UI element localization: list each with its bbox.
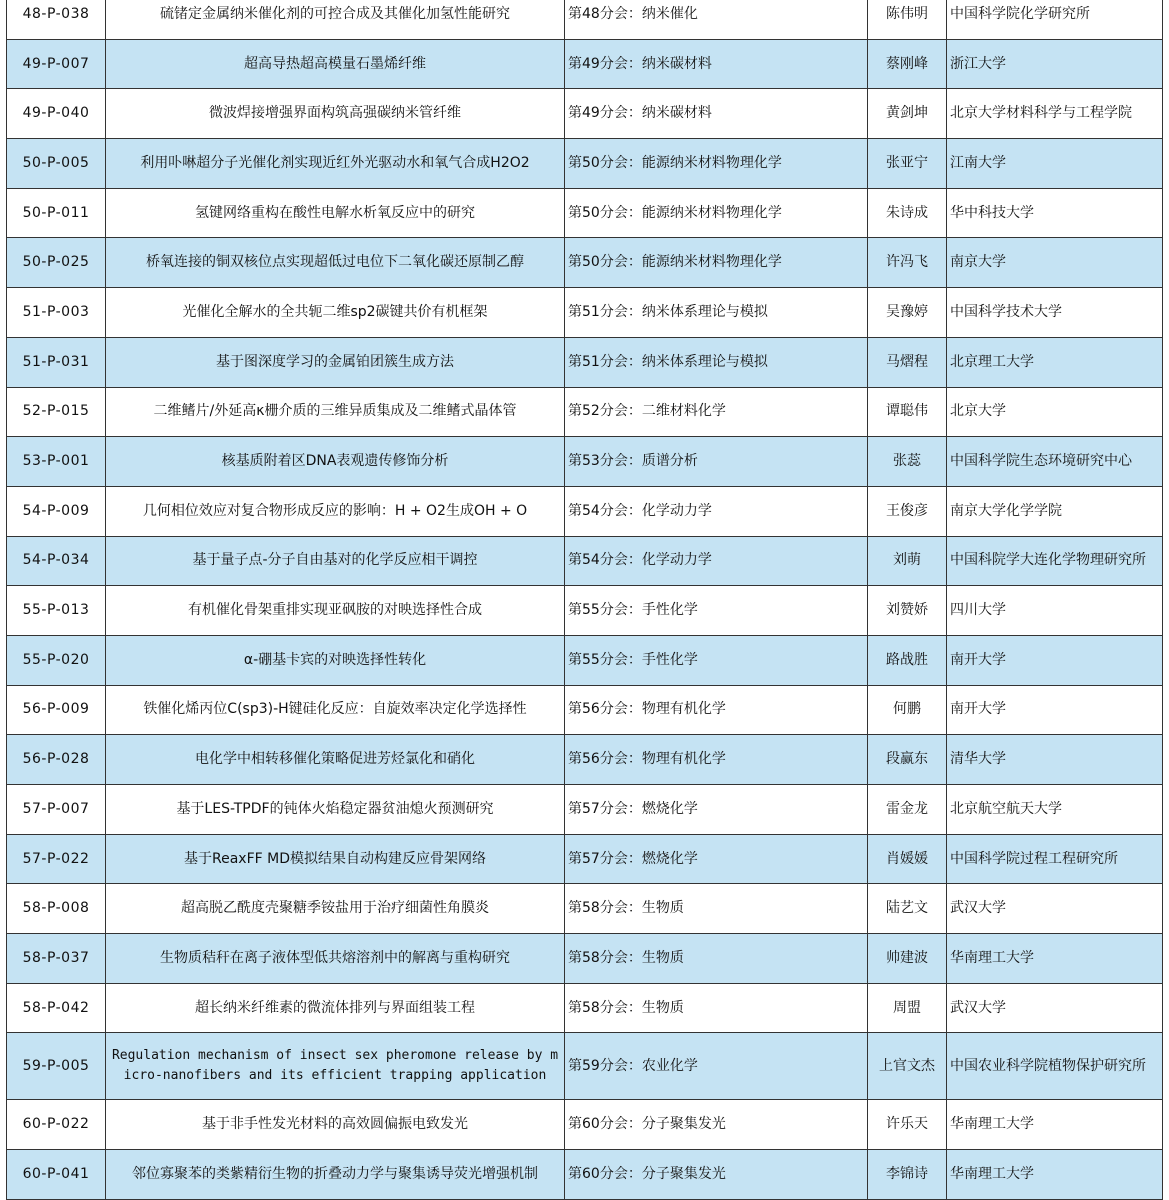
session-cell: 第56分会：物理有机化学 bbox=[565, 735, 868, 785]
table-row bbox=[7, 1100, 1163, 1150]
presenter-name-cell: 李锦诗 bbox=[868, 1150, 947, 1200]
institution-cell: 浙江大学 bbox=[947, 39, 1163, 89]
presenter-name-cell: 谭聪伟 bbox=[868, 387, 947, 437]
table-row bbox=[7, 983, 1163, 1033]
poster-id-cell: 58-P-042 bbox=[7, 983, 106, 1033]
institution-cell: 江南大学 bbox=[947, 139, 1163, 189]
poster-id-cell: 50-P-025 bbox=[7, 238, 106, 288]
table-row bbox=[7, 238, 1163, 288]
table-row bbox=[7, 89, 1163, 139]
institution-cell: 中国科院学大连化学物理研究所 bbox=[947, 536, 1163, 586]
institution-cell: 华南理工大学 bbox=[947, 1100, 1163, 1150]
poster-id-cell: 49-P-007 bbox=[7, 39, 106, 89]
session-cell: 第58分会：生物质 bbox=[565, 884, 868, 934]
table-row bbox=[7, 139, 1163, 189]
institution-cell: 清华大学 bbox=[947, 735, 1163, 785]
institution-cell: 武汉大学 bbox=[947, 884, 1163, 934]
poster-title-cell: 超高脱乙酰度壳聚糖季铵盐用于治疗细菌性角膜炎 bbox=[106, 884, 565, 934]
session-cell: 第59分会：农业化学 bbox=[565, 1033, 868, 1100]
session-cell: 第49分会：纳米碳材料 bbox=[565, 89, 868, 139]
table-row bbox=[7, 834, 1163, 884]
table-row bbox=[7, 934, 1163, 984]
presenter-name-cell: 周盟 bbox=[868, 983, 947, 1033]
table-row bbox=[7, 1150, 1163, 1200]
poster-title-cell: 超高导热超高模量石墨烯纤维 bbox=[106, 39, 565, 89]
poster-title-cell: 基于ReaxFF MD模拟结果自动构建反应骨架网络 bbox=[106, 834, 565, 884]
institution-cell: 南开大学 bbox=[947, 635, 1163, 685]
table-row bbox=[7, 39, 1163, 89]
session-cell: 第51分会：纳米体系理论与模拟 bbox=[565, 288, 868, 338]
poster-title-cell: 桥氧连接的铜双核位点实现超低过电位下二氧化碳还原制乙醇 bbox=[106, 238, 565, 288]
poster-id-cell: 56-P-009 bbox=[7, 685, 106, 735]
presenter-name-cell: 刘萌 bbox=[868, 536, 947, 586]
poster-id-cell: 50-P-011 bbox=[7, 188, 106, 238]
session-cell: 第50分会：能源纳米材料物理化学 bbox=[565, 188, 868, 238]
institution-cell: 四川大学 bbox=[947, 586, 1163, 636]
table-row bbox=[7, 635, 1163, 685]
poster-id-cell: 53-P-001 bbox=[7, 437, 106, 487]
poster-title-cell: 光催化全解水的全共轭二维sp2碳键共价有机框架 bbox=[106, 288, 565, 338]
poster-id-cell: 50-P-005 bbox=[7, 139, 106, 189]
poster-title-cell: 核基质附着区DNA表观遗传修饰分析 bbox=[106, 437, 565, 487]
poster-title-cell: 几何相位效应对复合物形成反应的影响：H + O2生成OH + O bbox=[106, 486, 565, 536]
table-row bbox=[7, 0, 1163, 39]
institution-cell: 北京大学 bbox=[947, 387, 1163, 437]
institution-cell: 中国科学院生态环境研究中心 bbox=[947, 437, 1163, 487]
institution-cell: 中国科学院化学研究所 bbox=[947, 0, 1163, 39]
institution-cell: 中国科学院过程工程研究所 bbox=[947, 834, 1163, 884]
poster-title-cell: 有机催化骨架重排实现亚砜胺的对映选择性合成 bbox=[106, 586, 565, 636]
session-cell: 第54分会：化学动力学 bbox=[565, 486, 868, 536]
poster-id-cell: 49-P-040 bbox=[7, 89, 106, 139]
presenter-name-cell: 陈伟明 bbox=[868, 0, 947, 39]
presenter-name-cell: 朱诗成 bbox=[868, 188, 947, 238]
table-row bbox=[7, 884, 1163, 934]
poster-title-cell: 铁催化烯丙位C(sp3)-H键硅化反应：自旋效率决定化学选择性 bbox=[106, 685, 565, 735]
session-cell: 第56分会：物理有机化学 bbox=[565, 685, 868, 735]
poster-id-cell: 58-P-008 bbox=[7, 884, 106, 934]
institution-cell: 北京理工大学 bbox=[947, 337, 1163, 387]
presenter-name-cell: 张亚宁 bbox=[868, 139, 947, 189]
poster-title-cell: 电化学中相转移催化策略促进芳烃氯化和硝化 bbox=[106, 735, 565, 785]
presenter-name-cell: 张蕊 bbox=[868, 437, 947, 487]
poster-award-table bbox=[6, 0, 1163, 1200]
poster-title-cell: 超长纳米纤维素的微流体排列与界面组装工程 bbox=[106, 983, 565, 1033]
table-row bbox=[7, 387, 1163, 437]
presenter-name-cell: 段赢东 bbox=[868, 735, 947, 785]
poster-id-cell: 48-P-038 bbox=[7, 0, 106, 39]
presenter-name-cell: 刘赞娇 bbox=[868, 586, 947, 636]
table-row bbox=[7, 1033, 1163, 1100]
session-cell: 第48分会：纳米催化 bbox=[565, 0, 868, 39]
presenter-name-cell: 肖媛媛 bbox=[868, 834, 947, 884]
institution-cell: 南京大学 bbox=[947, 238, 1163, 288]
table-row bbox=[7, 735, 1163, 785]
poster-id-cell: 57-P-022 bbox=[7, 834, 106, 884]
presenter-name-cell: 许冯飞 bbox=[868, 238, 947, 288]
session-cell: 第60分会：分子聚集发光 bbox=[565, 1100, 868, 1150]
poster-title-cell: 生物质秸秆在离子液体型低共熔溶剂中的解离与重构研究 bbox=[106, 934, 565, 984]
presenter-name-cell: 许乐天 bbox=[868, 1100, 947, 1150]
poster-title-cell: 基于LES-TPDF的钝体火焰稳定器贫油熄火预测研究 bbox=[106, 785, 565, 835]
poster-id-cell: 57-P-007 bbox=[7, 785, 106, 835]
session-cell: 第58分会：生物质 bbox=[565, 934, 868, 984]
presenter-name-cell: 吴豫婷 bbox=[868, 288, 947, 338]
session-cell: 第49分会：纳米碳材料 bbox=[565, 39, 868, 89]
session-cell: 第55分会：手性化学 bbox=[565, 586, 868, 636]
institution-cell: 北京大学材料科学与工程学院 bbox=[947, 89, 1163, 139]
presenter-name-cell: 蔡刚峰 bbox=[868, 39, 947, 89]
poster-id-cell: 54-P-034 bbox=[7, 536, 106, 586]
poster-title-cell: 微波焊接增强界面构筑高强碳纳米管纤维 bbox=[106, 89, 565, 139]
presenter-name-cell: 陆艺文 bbox=[868, 884, 947, 934]
table-row bbox=[7, 288, 1163, 338]
session-cell: 第50分会：能源纳米材料物理化学 bbox=[565, 139, 868, 189]
poster-title-cell: 硫锗定金属纳米催化剂的可控合成及其催化加氢性能研究 bbox=[106, 0, 565, 39]
poster-title-cell: 邻位寡聚苯的类紫精衍生物的折叠动力学与聚集诱导荧光增强机制 bbox=[106, 1150, 565, 1200]
session-cell: 第51分会：纳米体系理论与模拟 bbox=[565, 337, 868, 387]
session-cell: 第57分会：燃烧化学 bbox=[565, 785, 868, 835]
presenter-name-cell: 黄剑坤 bbox=[868, 89, 947, 139]
poster-id-cell: 56-P-028 bbox=[7, 735, 106, 785]
table-row bbox=[7, 785, 1163, 835]
session-cell: 第50分会：能源纳米材料物理化学 bbox=[565, 238, 868, 288]
table-row bbox=[7, 188, 1163, 238]
poster-id-cell: 52-P-015 bbox=[7, 387, 106, 437]
institution-cell: 武汉大学 bbox=[947, 983, 1163, 1033]
presenter-name-cell: 王俊彦 bbox=[868, 486, 947, 536]
institution-cell: 中国农业科学院植物保护研究所 bbox=[947, 1033, 1163, 1100]
poster-title-cell: 利用卟啉超分子光催化剂实现近红外光驱动水和氧气合成H2O2 bbox=[106, 139, 565, 189]
session-cell: 第55分会：手性化学 bbox=[565, 635, 868, 685]
institution-cell: 华南理工大学 bbox=[947, 1150, 1163, 1200]
table-row bbox=[7, 586, 1163, 636]
table-row bbox=[7, 685, 1163, 735]
poster-id-cell: 60-P-022 bbox=[7, 1100, 106, 1150]
session-cell: 第60分会：分子聚集发光 bbox=[565, 1150, 868, 1200]
presenter-name-cell: 上官文杰 bbox=[868, 1033, 947, 1100]
poster-id-cell: 51-P-031 bbox=[7, 337, 106, 387]
institution-cell: 北京航空航天大学 bbox=[947, 785, 1163, 835]
table-row bbox=[7, 337, 1163, 387]
institution-cell: 中国科学技术大学 bbox=[947, 288, 1163, 338]
session-cell: 第53分会：质谱分析 bbox=[565, 437, 868, 487]
poster-title-cell: 基于非手性发光材料的高效圆偏振电致发光 bbox=[106, 1100, 565, 1150]
poster-title-cell: Regulation mechanism of insect sex pheromone release by micro-nanofibers and its efficient trapping application bbox=[106, 1033, 565, 1100]
poster-id-cell: 54-P-009 bbox=[7, 486, 106, 536]
poster-id-cell: 59-P-005 bbox=[7, 1033, 106, 1100]
poster-title-cell: 基于图深度学习的金属铂团簇生成方法 bbox=[106, 337, 565, 387]
table-row bbox=[7, 486, 1163, 536]
session-cell: 第57分会：燃烧化学 bbox=[565, 834, 868, 884]
poster-id-cell: 55-P-013 bbox=[7, 586, 106, 636]
poster-id-cell: 60-P-041 bbox=[7, 1150, 106, 1200]
poster-title-cell: 基于量子点-分子自由基对的化学反应相干调控 bbox=[106, 536, 565, 586]
presenter-name-cell: 何鹏 bbox=[868, 685, 947, 735]
institution-cell: 南开大学 bbox=[947, 685, 1163, 735]
poster-title-cell: 氢键网络重构在酸性电解水析氧反应中的研究 bbox=[106, 188, 565, 238]
presenter-name-cell: 帅建波 bbox=[868, 934, 947, 984]
presenter-name-cell: 路战胜 bbox=[868, 635, 947, 685]
poster-title-cell: 二维鳍片/外延高κ栅介质的三维异质集成及二维鳍式晶体管 bbox=[106, 387, 565, 437]
session-cell: 第52分会：二维材料化学 bbox=[565, 387, 868, 437]
table-row bbox=[7, 536, 1163, 586]
poster-id-cell: 58-P-037 bbox=[7, 934, 106, 984]
poster-id-cell: 51-P-003 bbox=[7, 288, 106, 338]
session-cell: 第54分会：化学动力学 bbox=[565, 536, 868, 586]
institution-cell: 南京大学化学学院 bbox=[947, 486, 1163, 536]
table-row bbox=[7, 437, 1163, 487]
session-cell: 第58分会：生物质 bbox=[565, 983, 868, 1033]
institution-cell: 华中科技大学 bbox=[947, 188, 1163, 238]
presenter-name-cell: 马熠程 bbox=[868, 337, 947, 387]
poster-id-cell: 55-P-020 bbox=[7, 635, 106, 685]
poster-title-cell: α-硼基卡宾的对映选择性转化 bbox=[106, 635, 565, 685]
institution-cell: 华南理工大学 bbox=[947, 934, 1163, 984]
table-body bbox=[7, 0, 1163, 1199]
presenter-name-cell: 雷金龙 bbox=[868, 785, 947, 835]
